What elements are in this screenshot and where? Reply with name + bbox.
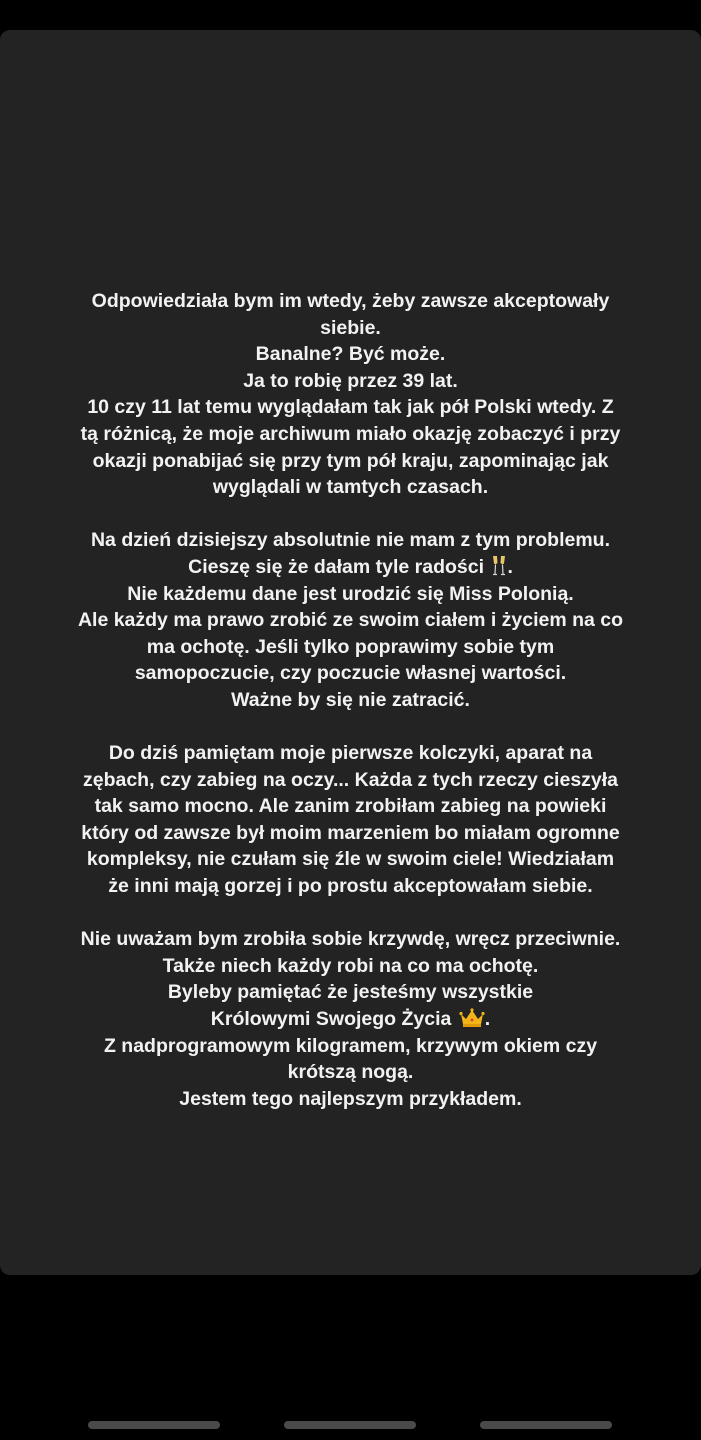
story-line: Na dzień dzisiejszy absolutnie nie mam z tym problemu. (90, 529, 611, 552)
story-line: Z nadprogramowym kilogramem, krzywym okiem czy (103, 1034, 598, 1057)
story-line: siebie. (320, 316, 381, 339)
story-line: 10 czy 11 lat temu wyglądałam tak jak pół Polski wtedy. Z (87, 396, 614, 419)
story-line: zębach, czy zabieg na oczy... Każda z tych rzeczy cieszyła (82, 768, 619, 791)
story-line: Do dziś pamiętam moje pierwsze kolczyki, aparat na (108, 742, 593, 765)
story-line: wyglądali w tamtych czasach. (212, 476, 489, 499)
story-line: który od zawsze był moim marzeniem bo miałam ogromne (81, 821, 620, 844)
story-card[interactable] (0, 30, 701, 1275)
story-line: tak samo mocno. Ale zanim zrobiłam zabieg na powieki (94, 795, 607, 818)
story-line: kompleksy, nie czułam się źle w swoim ciele! Wiedziałam (86, 848, 615, 871)
story-line: Także niech każdy robi na co ma ochotę. (162, 954, 539, 977)
story-line: Ja to robię przez 39 lat. (243, 369, 458, 392)
story-line-text: Królowymi Swojego Życia (210, 1008, 452, 1031)
story-line: Ale każdy ma prawo zrobić ze swoim ciałem i życiem na co (77, 609, 624, 632)
paragraph-gap (40, 900, 661, 927)
paragraph-gap (40, 501, 661, 528)
story-line: krótszą nogą. (287, 1061, 414, 1084)
story-line-text: . (484, 1008, 491, 1031)
story-line: Byleby pamiętać że jesteśmy wszystkie (167, 981, 534, 1004)
nav-home-button[interactable] (284, 1421, 416, 1429)
story-line: Nie każdemu dane jest urodzić się Miss Polonią. (127, 582, 574, 605)
champagne-glasses-icon (491, 555, 507, 577)
paragraph-gap (40, 714, 661, 741)
story-line-text: . (507, 555, 513, 578)
story-line: Banalne? Być może. (255, 343, 446, 366)
story-line-with-emoji (40, 1006, 661, 1033)
nav-back-button[interactable] (480, 1421, 612, 1429)
story-text (40, 288, 661, 1112)
nav-recent-apps-button[interactable] (88, 1421, 220, 1429)
story-line: że inni mają gorzej i po prostu akceptowałam siebie. (108, 875, 593, 898)
story-line-with-emoji (40, 554, 661, 581)
story-line: samopoczucie, czy poczucie własnej wartości. (134, 662, 567, 685)
story-line: Jestem tego najlepszym przykładem. (179, 1087, 522, 1110)
story-line: Nie uważam bym zrobiła sobie krzywdę, wręcz przeciwnie. (80, 928, 621, 951)
story-line-text: Cieszę się że dałam tyle radości (188, 555, 485, 578)
crown-icon (459, 1008, 485, 1028)
story-line: okazji ponabijać się przy tym pół kraju, zapominając jak (92, 449, 609, 472)
story-line: tą różnicą, że moje archiwum miało okazję zobaczyć i przy (80, 422, 621, 445)
story-line: Ważne by się nie zatracić. (231, 688, 470, 711)
story-line: ma ochotę. Jeśli tylko poprawimy sobie tym (146, 635, 555, 658)
story-line: Odpowiedziała bym im wtedy, żeby zawsze akceptowały (91, 290, 610, 312)
